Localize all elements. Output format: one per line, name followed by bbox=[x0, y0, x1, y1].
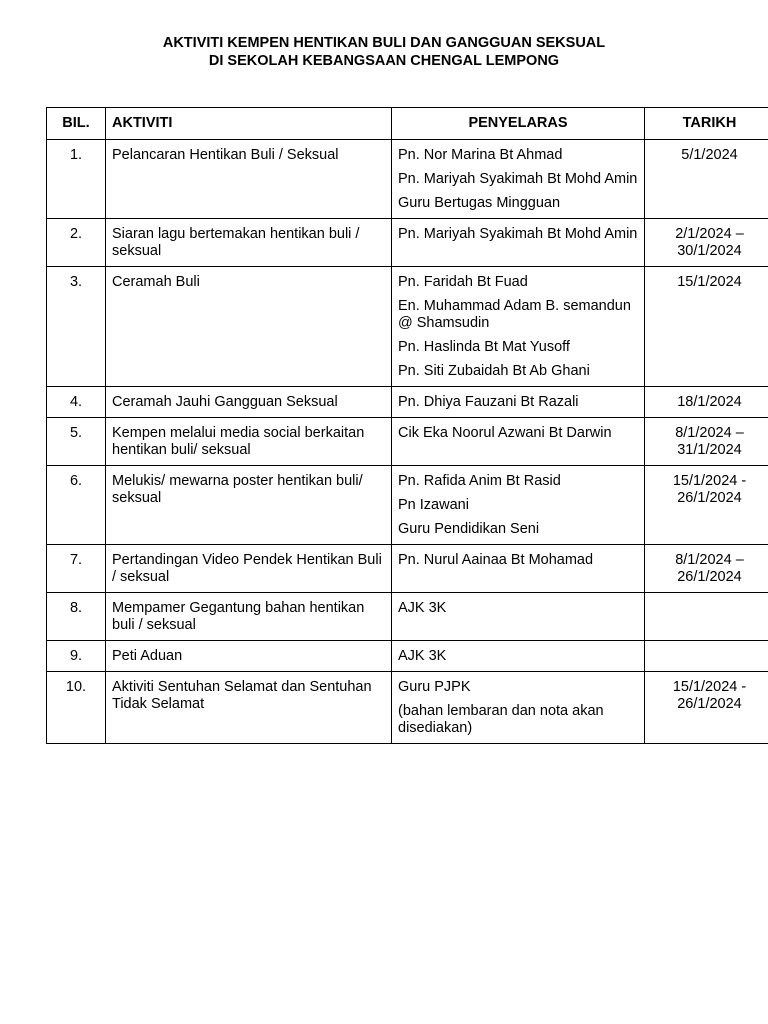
cell-aktiviti: Pertandingan Video Pendek Hentikan Buli / seksual bbox=[106, 545, 392, 593]
cell-penyelaras bbox=[392, 219, 645, 267]
table-row bbox=[47, 545, 768, 593]
cell-penyelaras bbox=[392, 140, 645, 219]
coordinator-name: En. Muhammad Adam B. semandun @ Shamsudin bbox=[398, 298, 631, 331]
document-title bbox=[0, 34, 768, 70]
cell-aktiviti: Siaran lagu bertemakan hentikan buli / seksual bbox=[106, 219, 392, 267]
cell-bil: 5. bbox=[47, 418, 106, 466]
cell-tarikh: 8/1/2024 – 26/1/2024 bbox=[645, 545, 768, 593]
cell-tarikh bbox=[645, 641, 768, 672]
cell-aktiviti: Pelancaran Hentikan Buli / Seksual bbox=[106, 140, 392, 219]
header-penyelaras: PENYELARAS bbox=[392, 108, 645, 140]
coordinator-name: Pn. Siti Zubaidah Bt Ab Ghani bbox=[398, 363, 590, 379]
table-row bbox=[47, 641, 768, 672]
cell-tarikh bbox=[645, 593, 768, 641]
coordinator-name: Cik Eka Noorul Azwani Bt Darwin bbox=[398, 425, 612, 441]
cell-penyelaras bbox=[392, 545, 645, 593]
coordinator-name: Guru PJPK bbox=[398, 679, 471, 695]
cell-tarikh: 18/1/2024 bbox=[645, 387, 768, 418]
cell-bil: 3. bbox=[47, 267, 106, 387]
cell-bil: 9. bbox=[47, 641, 106, 672]
table-body bbox=[47, 140, 768, 744]
cell-tarikh: 2/1/2024 – 30/1/2024 bbox=[645, 219, 768, 267]
cell-aktiviti: Ceramah Buli bbox=[106, 267, 392, 387]
cell-bil: 4. bbox=[47, 387, 106, 418]
coordinator-name: AJK 3K bbox=[398, 648, 447, 664]
header-aktiviti: AKTIVITI bbox=[106, 108, 392, 140]
cell-bil: 1. bbox=[47, 140, 106, 219]
cell-tarikh: 8/1/2024 – 31/1/2024 bbox=[645, 418, 768, 466]
cell-aktiviti: Ceramah Jauhi Gangguan Seksual bbox=[106, 387, 392, 418]
cell-aktiviti: Aktiviti Sentuhan Selamat dan Sentuhan Tidak Selamat bbox=[106, 672, 392, 744]
cell-bil: 8. bbox=[47, 593, 106, 641]
cell-bil: 6. bbox=[47, 466, 106, 545]
cell-penyelaras bbox=[392, 672, 645, 744]
cell-tarikh: 15/1/2024 - 26/1/2024 bbox=[645, 466, 768, 545]
activities-table bbox=[46, 107, 768, 744]
coordinator-name: Pn. Haslinda Bt Mat Yusoff bbox=[398, 339, 570, 355]
table-row bbox=[47, 140, 768, 219]
cell-penyelaras bbox=[392, 466, 645, 545]
table-header-row bbox=[47, 108, 768, 140]
cell-bil: 10. bbox=[47, 672, 106, 744]
coordinator-name: Pn. Mariyah Syakimah Bt Mohd Amin bbox=[398, 171, 638, 187]
table-row bbox=[47, 267, 768, 387]
coordinator-name: Pn. Faridah Bt Fuad bbox=[398, 274, 528, 290]
coordinator-name: Pn Izawani bbox=[398, 497, 469, 513]
cell-aktiviti: Peti Aduan bbox=[106, 641, 392, 672]
table-row bbox=[47, 387, 768, 418]
cell-bil: 2. bbox=[47, 219, 106, 267]
table-row bbox=[47, 418, 768, 466]
title-line-2: DI SEKOLAH KEBANGSAAN CHENGAL LEMPONG bbox=[208, 53, 560, 69]
cell-penyelaras bbox=[392, 418, 645, 466]
coordinator-name: (bahan lembaran dan nota akan disediakan) bbox=[398, 703, 604, 736]
table-row bbox=[47, 219, 768, 267]
cell-penyelaras bbox=[392, 267, 645, 387]
cell-aktiviti: Melukis/ mewarna poster hentikan buli/ seksual bbox=[106, 466, 392, 545]
cell-penyelaras bbox=[392, 387, 645, 418]
coordinator-name: Pn. Rafida Anim Bt Rasid bbox=[398, 473, 561, 489]
coordinator-name: Pn. Nurul Aainaa Bt Mohamad bbox=[398, 552, 594, 568]
cell-tarikh: 5/1/2024 bbox=[645, 140, 768, 219]
coordinator-name: Pn. Nor Marina Bt Ahmad bbox=[398, 147, 563, 163]
coordinator-name: Pn. Mariyah Syakimah Bt Mohd Amin bbox=[398, 226, 638, 242]
table-row bbox=[47, 672, 768, 744]
table-row bbox=[47, 593, 768, 641]
header-tarikh: TARIKH bbox=[645, 108, 768, 140]
header-bil: BIL. bbox=[47, 108, 106, 140]
cell-penyelaras bbox=[392, 593, 645, 641]
coordinator-name: Guru Bertugas Mingguan bbox=[398, 195, 561, 211]
table-row bbox=[47, 466, 768, 545]
cell-penyelaras bbox=[392, 641, 645, 672]
coordinator-name: AJK 3K bbox=[398, 600, 447, 616]
cell-tarikh: 15/1/2024 - 26/1/2024 bbox=[645, 672, 768, 744]
coordinator-name: Pn. Dhiya Fauzani Bt Razali bbox=[398, 394, 579, 410]
coordinator-name: Guru Pendidikan Seni bbox=[398, 521, 540, 537]
cell-bil: 7. bbox=[47, 545, 106, 593]
cell-aktiviti: Kempen melalui media social berkaitan hentikan buli/ seksual bbox=[106, 418, 392, 466]
cell-tarikh: 15/1/2024 bbox=[645, 267, 768, 387]
title-line-1: AKTIVITI KEMPEN HENTIKAN BULI DAN GANGGUAN SEKSUAL bbox=[162, 35, 606, 51]
cell-aktiviti: Mempamer Gegantung bahan hentikan buli / seksual bbox=[106, 593, 392, 641]
